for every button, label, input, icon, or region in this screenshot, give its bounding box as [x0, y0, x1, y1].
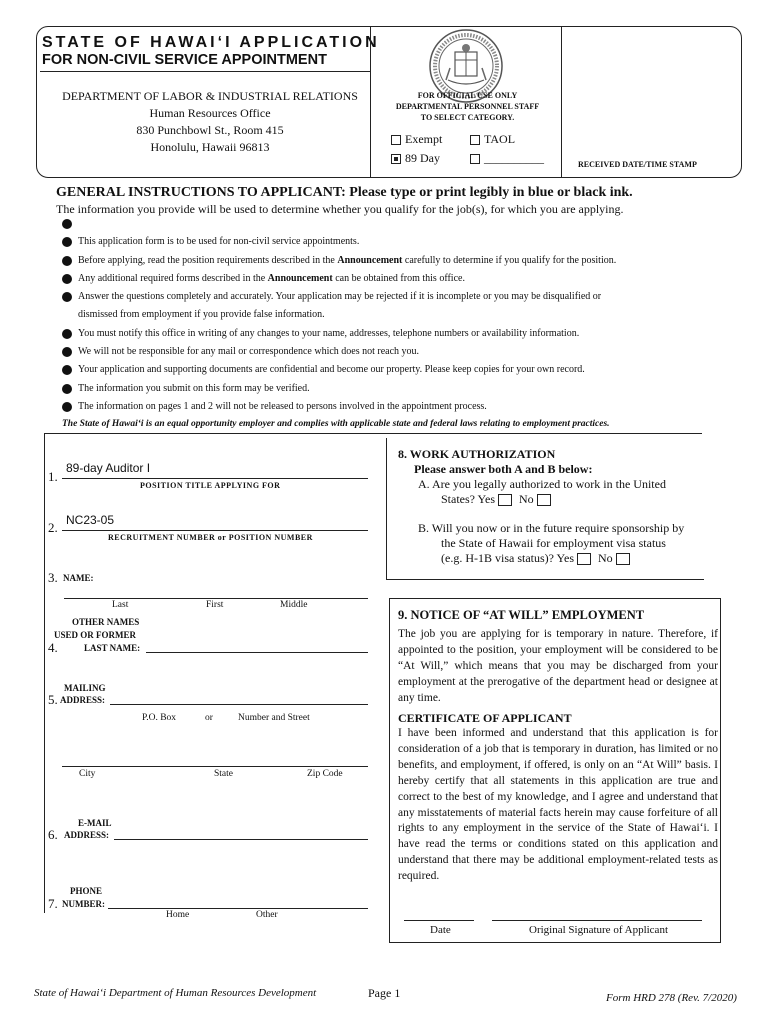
phone-input-line[interactable] [108, 908, 368, 909]
bullet-text: Before applying, read the position requirements described in the Announcement carefully to determine if you qualify for the position. [78, 254, 617, 266]
bullet-icon [62, 274, 72, 284]
signature-line[interactable] [492, 920, 702, 921]
page-number: Page 1 [368, 986, 401, 1000]
mailing-address-label: MAILING [64, 683, 106, 693]
bullet-text: This application form is to be used for non-civil service appointments. [78, 236, 360, 248]
bullet-text: The information you submit on this form may be verified. [78, 382, 310, 394]
section-separator [44, 433, 702, 434]
bullet-text: Any additional required forms described in the Announcement can be obtained from this office. [78, 272, 465, 284]
bullet-icon [62, 347, 72, 357]
exempt-checkbox[interactable] [391, 135, 401, 145]
dept-street: 830 Punchbowl St., Room 415 [136, 123, 284, 137]
name-caption-last: Last [112, 600, 129, 610]
list-item [62, 401, 742, 419]
address-caption-city: City [79, 769, 96, 779]
other-names-label: LAST NAME: [84, 643, 141, 653]
email-label: E-MAIL [78, 818, 112, 828]
notice-text: The job you are applying for is temporary in nature. Therefore, if appointed to the position, your employment will be considered to be “At Will,” which means that you may be discharged from your employment at the prerogative of the department head or designee at any time. [398, 628, 718, 704]
list-item [62, 346, 742, 364]
field-number: 7. [48, 896, 58, 911]
question-b-yes-checkbox[interactable] [577, 553, 591, 565]
name-input-line[interactable] [64, 598, 368, 599]
bullet-text: You must notify this office in writing of any changes to your name, addresses, telephone numbers or availability information. [78, 327, 580, 339]
instructions-subtitle: The information you provide will be used to determine whether you qualify for the job(s), for which you are applying. [56, 202, 624, 216]
position-title-value[interactable]: 89-day Auditor I [66, 461, 151, 475]
taol-checkbox[interactable] [470, 135, 480, 145]
header-divider [561, 26, 562, 178]
dept-office: Human Resources Office [149, 106, 271, 120]
other-names-label: USED OR FORMER [54, 630, 137, 640]
list-item [62, 218, 742, 236]
bullet-icon [62, 292, 72, 302]
field-number: 6. [48, 827, 58, 842]
question-b-answers [398, 551, 698, 566]
bullet-text: Your application and supporting documents are confidential and become our property. Please keep copies for your own record. [78, 364, 585, 376]
address-caption-street: Number and Street [238, 713, 310, 723]
city-state-zip-line[interactable] [62, 766, 368, 767]
question-a-text: A. Are you legally authorized to work in the United [418, 477, 666, 491]
bullet-icon [62, 256, 72, 266]
email-input-line[interactable] [114, 839, 368, 840]
field-number: 4. [48, 640, 58, 655]
list-item [62, 255, 742, 273]
bullet-text: We will not be responsible for any mail or correspondence which does not reach you. [78, 346, 420, 358]
footer-agency: State of Hawai‘i Department of Human Resources Development [34, 987, 317, 999]
field-number: 3. [48, 570, 58, 585]
title-underline [40, 71, 370, 72]
form-number: Form HRD 278 (Rev. 7/2020) [606, 992, 737, 1004]
recruitment-number-value[interactable]: NC23-05 [66, 513, 115, 527]
other-category-option[interactable] [470, 151, 544, 166]
work-auth-title: 8. WORK AUTHORIZATION [398, 447, 556, 461]
work-auth-subtitle: Please answer both A and B below: [414, 462, 593, 476]
exempt-label: Exempt [405, 132, 443, 146]
official-use-note [380, 90, 555, 123]
question-b-text: B. Will you now or in the future require sponsorship by [418, 521, 685, 535]
question-a-no-label: No [519, 492, 534, 506]
list-item [62, 328, 742, 346]
taol-label: TAOL [484, 132, 516, 146]
recruitment-number-caption: RECRUITMENT NUMBER or POSITION NUMBER [108, 533, 313, 542]
certificate-title: CERTIFICATE OF APPLICANT [398, 711, 572, 725]
date-label: Date [430, 924, 451, 936]
question-b-no-checkbox[interactable] [616, 553, 630, 565]
list-item [62, 364, 742, 382]
bullet-icon [62, 402, 72, 412]
question-a-yes-checkbox[interactable] [498, 494, 512, 506]
name-caption-first: First [206, 600, 224, 610]
signature-label: Original Signature of Applicant [529, 924, 668, 936]
address-caption-or: or [205, 713, 213, 723]
bullet-icon [62, 219, 72, 229]
list-item [62, 291, 742, 309]
list-item [62, 273, 742, 291]
question-b-no-label: No [598, 551, 613, 565]
phone-label: NUMBER: [62, 899, 105, 909]
field-number: 2. [48, 520, 58, 535]
certificate-text: I have been informed and understand that this application is for consideration of a job that is temporary in duration, has limited or no benefits, and employment, if offered, is only on an “At Will” basis. I hereby certify that all statements in this application are true and correct to the best of my knowledge, and I agree and understand that any misstatements of material facts herein may cause forfeiture of all rights to any employment in the service of the State of Hawai‘i. I have read the terms or conditions stated on this application and understand that there may be additional employment-related tests as required. [398, 727, 718, 883]
question-b-text: the State of Hawaii for employment visa status [441, 536, 666, 550]
mailing-address-line[interactable] [110, 704, 368, 705]
work-authorization-section [398, 447, 698, 566]
list-item [62, 383, 742, 401]
recruitment-number-line [62, 530, 368, 531]
department-address [40, 88, 380, 156]
section-left-border [44, 433, 45, 913]
list-item [62, 309, 742, 327]
bullet-icon [62, 365, 72, 375]
address-caption-pobox: P.O. Box [142, 713, 177, 723]
other-category-checkbox[interactable] [470, 154, 480, 164]
name-caption-middle: Middle [280, 600, 308, 610]
other-names-input-line[interactable] [146, 652, 368, 653]
other-category-blank: __________ [484, 151, 544, 165]
phone-caption-home: Home [166, 910, 190, 920]
instructions-list [62, 218, 742, 419]
position-title-caption: POSITION TITLE APPLYING FOR [140, 481, 281, 490]
field-number: 5. [48, 692, 58, 707]
list-item [62, 236, 742, 254]
bullet-text: Answer the questions completely and accurately. Your application may be rejected if it is incomplete or you may be disqualified or [78, 291, 602, 303]
address-caption-state: State [214, 769, 233, 779]
position-title-line [62, 478, 368, 479]
name-label: NAME: [63, 573, 94, 583]
other-names-label: OTHER NAMES [72, 617, 140, 627]
address-caption-zip: Zip Code [307, 769, 343, 779]
question-a-yes-label: States? Yes [441, 492, 496, 506]
dept-city: Honolulu, Hawaii 96813 [150, 140, 270, 154]
question-a-no-checkbox[interactable] [537, 494, 551, 506]
office-use-line: TO SELECT CATEGORY. [420, 113, 515, 122]
89day-label: 89 Day [405, 151, 440, 165]
date-signature-line[interactable] [404, 920, 474, 921]
exempt-option[interactable] [391, 132, 442, 147]
mailing-address-label: ADDRESS: [60, 695, 106, 705]
office-use-line: FOR OFFICIAL USE ONLY [417, 91, 518, 100]
89day-option[interactable] [391, 151, 440, 166]
bullet-icon [62, 384, 72, 394]
89day-checkbox[interactable] [391, 154, 401, 164]
form-subtitle: FOR NON-CIVIL SERVICE APPOINTMENT [42, 52, 327, 68]
received-stamp-label: RECEIVED DATE/TIME STAMP [578, 160, 697, 169]
form-title: STATE OF HAWAI‘I APPLICATION [42, 34, 380, 51]
dept-name: DEPARTMENT OF LABOR & INDUSTRIAL RELATIONS [62, 89, 358, 103]
instructions-title: GENERAL INSTRUCTIONS TO APPLICANT: Please type or print legibly in blue or black ink. [56, 185, 633, 200]
phone-caption-other: Other [256, 910, 278, 920]
eeo-statement: The State of Hawai‘i is an equal opportunity employer and complies with applicable state and federal laws relating to employment practices. [62, 419, 610, 429]
taol-option[interactable] [470, 132, 515, 147]
bullet-icon [62, 237, 72, 247]
bullet-text: The information on pages 1 and 2 will not be released to persons involved in the appointment process. [78, 400, 487, 412]
office-use-line: DEPARTMENTAL PERSONNEL STAFF [395, 102, 540, 111]
question-b-yes-label: (e.g. H-1B visa status)? Yes [441, 551, 574, 565]
phone-label: PHONE [70, 886, 103, 896]
field-number: 1. [48, 469, 58, 484]
email-label: ADDRESS: [64, 830, 110, 840]
bullet-text: dismissed from employment if you provide false information. [78, 309, 325, 321]
bullet-icon [62, 329, 72, 339]
notice-title: 9. NOTICE OF “AT WILL” EMPLOYMENT [398, 608, 645, 622]
question-a-answers [398, 492, 698, 507]
